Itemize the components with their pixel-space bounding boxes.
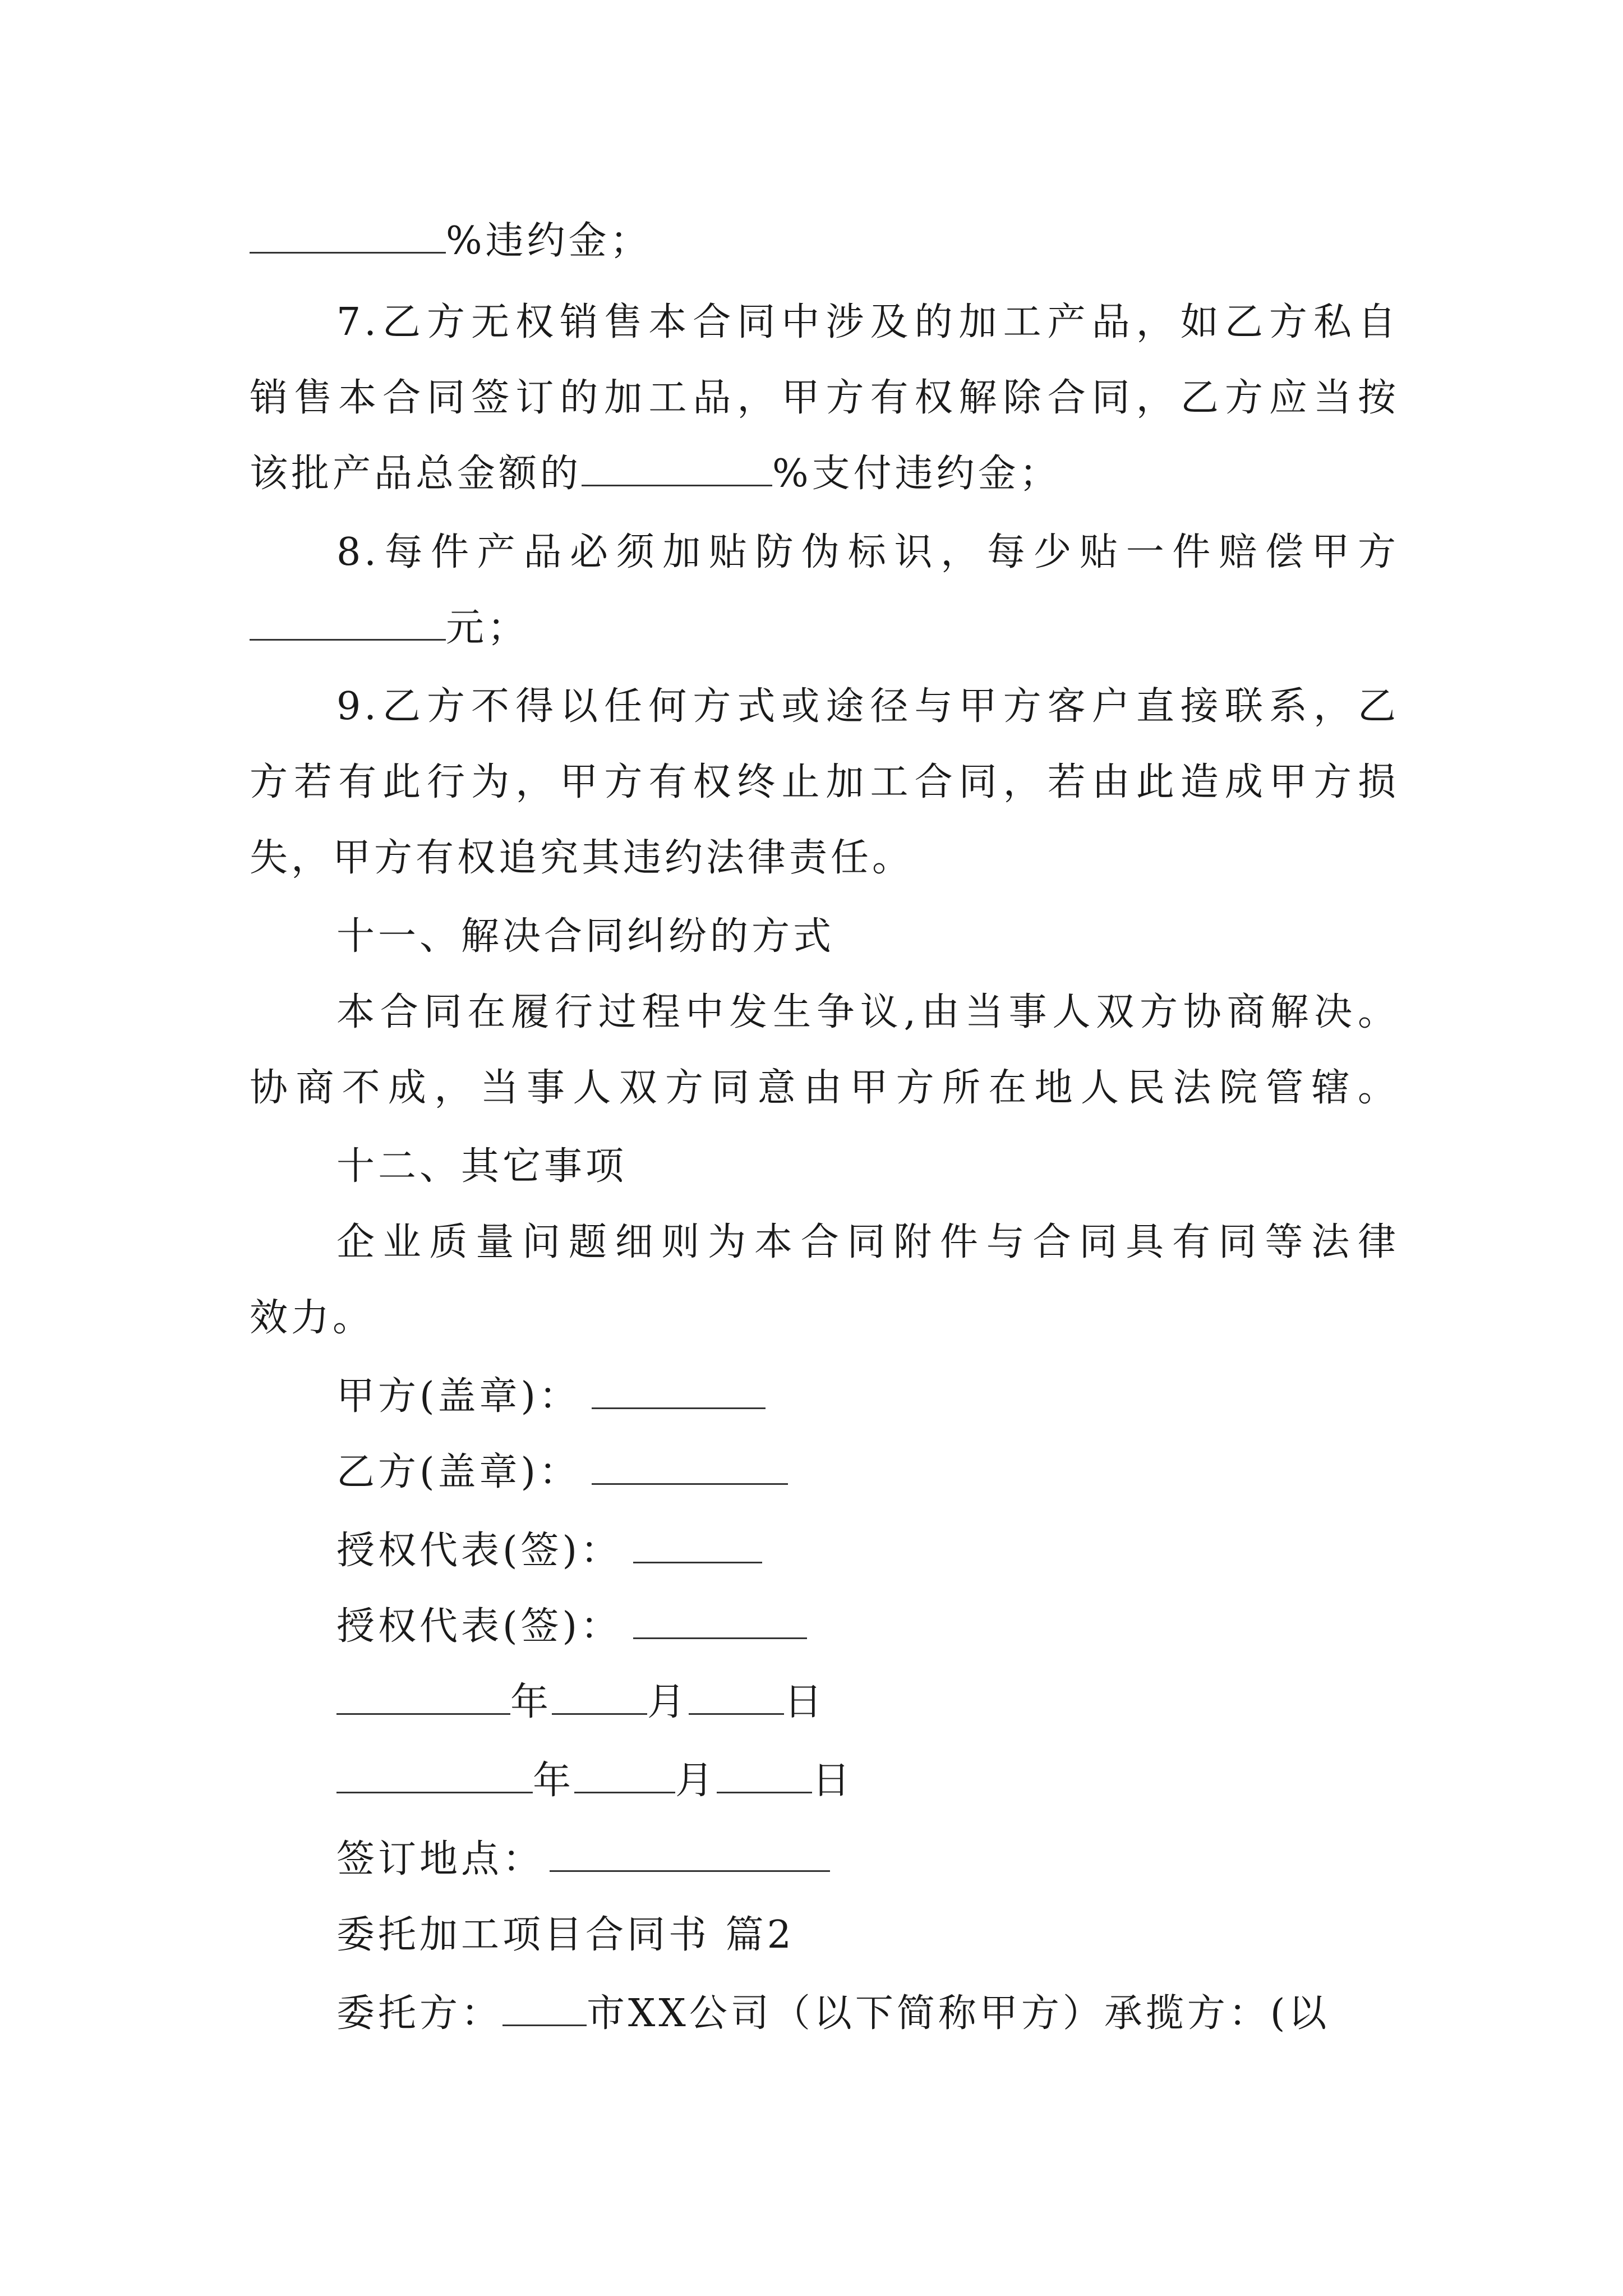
section-11-body-1: 本合同在履行过程中发生争议,由当事人双方协商解决。: [336, 990, 1399, 1034]
text: 市XX公司（以下简称甲方）承揽方：(以: [587, 1991, 1330, 2036]
text: 该批产品总金额的: [250, 452, 582, 496]
signing-place: [336, 1834, 1399, 1885]
text: %支付违约金；: [772, 452, 1061, 496]
year-field[interactable]: [336, 1757, 533, 1793]
day-field[interactable]: [717, 1757, 812, 1793]
clause-7-line-3: [250, 449, 1399, 499]
party-a-seal-field[interactable]: [592, 1373, 766, 1409]
label: 委托方：: [336, 1991, 503, 2036]
authorized-rep-1-field[interactable]: [633, 1527, 762, 1563]
text: %违约金；: [446, 219, 652, 263]
signing-place-field[interactable]: [550, 1835, 830, 1872]
party-b-seal: [336, 1447, 1399, 1498]
clause-8-line-2: [250, 603, 1399, 654]
clause-9-line-2: 方若有此行为，甲方有权终止加工合同，若由此造成甲方损: [250, 760, 1399, 804]
clause-6-tail: [250, 216, 1399, 266]
authorized-rep-2-field[interactable]: [633, 1603, 807, 1639]
year-field[interactable]: [336, 1678, 510, 1715]
date-line-2: [336, 1756, 1399, 1806]
label: 甲方(盖章)：: [336, 1374, 581, 1419]
client-line: [336, 1989, 1399, 2039]
party-b-seal-field[interactable]: [592, 1448, 788, 1485]
date-line-1: [336, 1677, 1399, 1728]
party-a-seal: [336, 1372, 1399, 1422]
label: 授权代表(签)：: [336, 1604, 623, 1649]
section-12-body-2: 效力。: [250, 1296, 375, 1340]
month-label: 月: [675, 1759, 717, 1803]
text: 元；: [446, 606, 529, 650]
day-label: 日: [812, 1759, 854, 1803]
month-label: 月: [647, 1680, 689, 1724]
clause-8-line-1: 8.每件产品必须加贴防伪标识，每少贴一件赔偿甲方: [336, 530, 1399, 574]
blank-field[interactable]: [250, 604, 446, 641]
label: 签订地点：: [336, 1837, 545, 1881]
year-label: 年: [533, 1759, 575, 1803]
section-11-heading: 十一、解决合同纠纷的方式: [336, 914, 835, 959]
authorized-rep-2: [336, 1602, 1399, 1652]
day-field[interactable]: [689, 1678, 784, 1715]
section-11-body-2: 协商不成，当事人双方同意由甲方所在地人民法院管辖。: [250, 1066, 1399, 1110]
month-field[interactable]: [574, 1757, 675, 1793]
clause-9-line-1: 9.乙方不得以任何方式或途径与甲方客户直接联系，乙: [336, 684, 1399, 729]
year-label: 年: [510, 1680, 552, 1724]
clause-9-line-3: 失，甲方有权追究其违约法律责任。: [250, 836, 914, 880]
label: 乙方(盖章)：: [336, 1450, 581, 1494]
city-field[interactable]: [502, 1990, 587, 2026]
section-12-body-1: 企业质量问题细则为本合同附件与合同具有同等法律: [336, 1220, 1399, 1264]
clause-7-line-1: 7.乙方无权销售本合同中涉及的加工产品，如乙方私自: [336, 300, 1399, 344]
blank-field[interactable]: [582, 450, 772, 486]
section-12-heading: 十二、其它事项: [336, 1144, 628, 1189]
label: 授权代表(签)：: [336, 1529, 623, 1573]
clause-7-line-2: 销售本合同签订的加工品，甲方有权解除合同，乙方应当按: [250, 376, 1399, 420]
section-title: 委托加工项目合同书 篇2: [336, 1913, 795, 1957]
month-field[interactable]: [552, 1678, 647, 1715]
authorized-rep-1: [336, 1526, 1399, 1576]
day-label: 日: [784, 1680, 826, 1724]
blank-field[interactable]: [250, 217, 446, 254]
